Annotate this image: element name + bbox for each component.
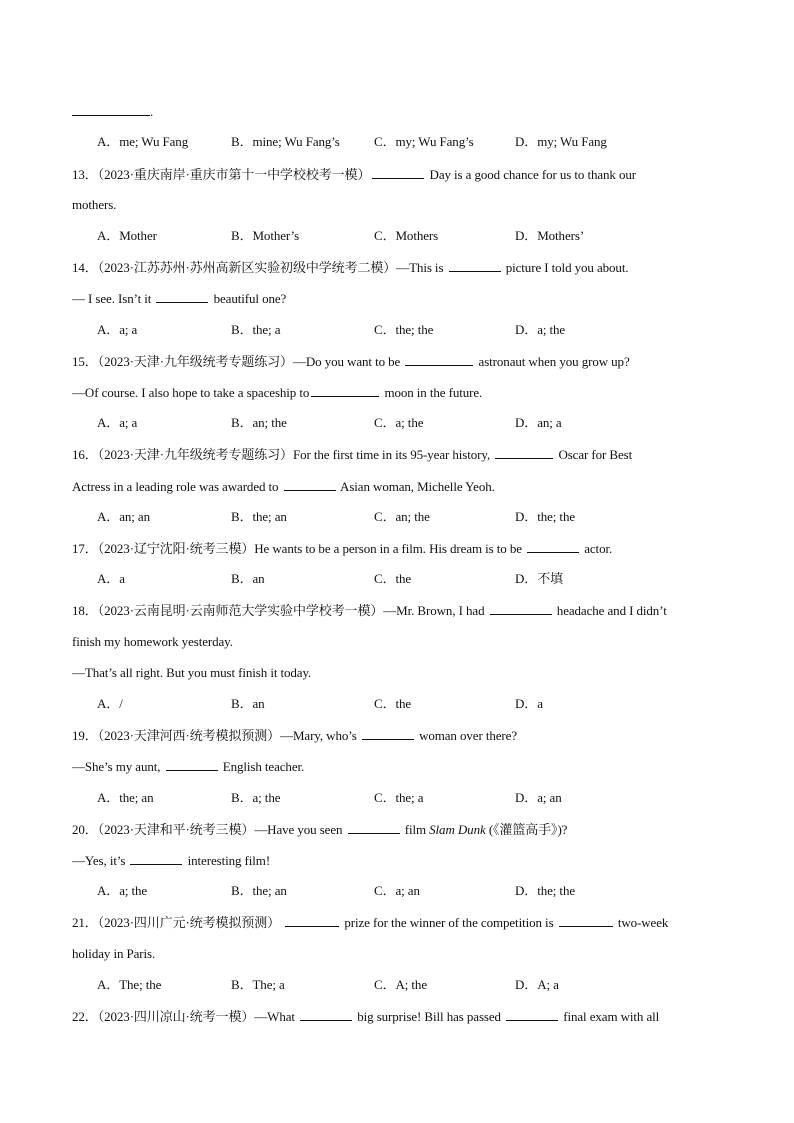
option-b[interactable]: B．the; an [231,509,287,524]
option-a[interactable]: A．the; an [97,790,154,805]
answer-blank[interactable] [527,540,579,553]
question-text: astronaut when you grow up? [478,354,630,369]
option-a[interactable]: A．an; an [97,509,150,524]
question-text: —Mr. Brown, I had [383,603,485,618]
question-source: （2023·辽宁沈阳·统考三模） [97,541,255,556]
question-13-line2 [72,197,724,213]
question-20-line2 [72,852,724,869]
option-b[interactable]: B．mine; Wu Fang’s [231,134,340,149]
question-text: Actress in a leading role was awarded to [72,479,279,494]
question-text: — I see. Isn’t it [72,291,152,306]
question-source: （2023·天津河西·统考模拟预测） [97,728,281,743]
answer-blank[interactable] [348,821,400,834]
question-text: picture I told you about. [505,260,629,275]
option-c[interactable]: C．an; the [374,509,430,524]
question-text: final exam with all [563,1009,660,1024]
answer-blank[interactable] [405,353,473,366]
answer-blank [72,105,150,116]
answer-blank[interactable] [285,914,339,927]
question-number: 22． [72,1009,98,1024]
question-18-line3 [72,665,724,681]
option-b[interactable]: B．Mother’s [231,228,300,243]
answer-blank[interactable] [506,1008,558,1021]
question-source: （2023·天津和平·统考三模） [97,822,255,837]
question-text: Day is a good chance for us to thank our [429,167,637,182]
question-text: (《灌篮高手》)? [488,822,568,837]
option-c[interactable]: C．the [374,571,412,586]
question-text: big surprise! Bill has passed [357,1009,501,1024]
option-b[interactable]: B．an; the [231,415,287,430]
option-d[interactable]: D．a; the [515,322,566,337]
answer-blank[interactable] [311,384,379,397]
option-c[interactable]: C．the; the [374,322,434,337]
question-text: —This is [396,260,444,275]
option-b[interactable]: B．the; a [231,322,281,337]
option-d[interactable]: D．my; Wu Fang [515,134,607,149]
answer-blank[interactable] [559,914,613,927]
period: . [150,104,154,119]
answer-blank[interactable] [372,166,424,179]
question-21 [72,914,724,931]
option-a[interactable]: A．/ [97,696,123,711]
question-number: 13． [72,167,98,182]
question-17 [72,540,724,557]
question-14-line2 [72,290,724,307]
question-text: holiday in Paris. [72,946,156,961]
question-number: 15． [72,354,98,369]
question-source: （2023·重庆南岸·重庆市第十一中学校校考一模） [97,167,371,182]
option-d[interactable]: D．a; an [515,790,562,805]
question-text: —Have you seen [254,822,343,837]
option-c[interactable]: C．Mothers [374,228,439,243]
question-number: 21． [72,915,98,930]
question-number: 14． [72,260,98,275]
answer-blank[interactable] [166,758,218,771]
film-title: Slam Dunk [429,822,486,837]
question-source: （2023·天津·九年级统考专题练习） [97,447,293,462]
question-text: —That’s all right. But you must finish it today. [72,665,312,680]
question-text: Oscar for Best [558,447,633,462]
question-text: finish my homework yesterday. [72,634,233,649]
option-d[interactable]: D．不填 [515,571,563,586]
option-b[interactable]: B．an [231,696,265,711]
continued-answer-line [72,104,724,120]
question-source: （2023·四川凉山·统考一模） [97,1009,255,1024]
question-16 [72,446,724,463]
question-22 [72,1008,724,1025]
question-source: （2023·天津·九年级统考专题练习） [97,354,293,369]
option-a[interactable]: A．The; the [97,977,162,992]
question-text: actor. [584,541,613,556]
question-21-line2 [72,946,724,962]
question-number: 17． [72,541,98,556]
option-c[interactable]: C．the [374,696,412,711]
answer-blank[interactable] [300,1008,352,1021]
question-text: interesting film! [187,853,271,868]
question-text: two-week [617,915,669,930]
question-text: —Do you want to be [292,354,401,369]
question-text: beautiful one? [213,291,287,306]
option-c[interactable]: C．a; the [374,415,424,430]
question-text: For the first time in its 95-year history, [292,447,491,462]
option-c[interactable]: C．the; a [374,790,424,805]
question-text: headache and I didn’t [556,603,667,618]
question-13 [72,166,724,183]
option-a[interactable]: A．a [97,571,125,586]
answer-blank[interactable] [156,290,208,303]
option-d[interactable]: D．A; a [515,977,559,992]
question-15-line2 [72,384,724,401]
question-text: —She’s my aunt, [72,759,161,774]
question-18 [72,602,724,619]
question-text: Asian woman, Michelle Yeoh. [340,479,495,494]
question-20 [72,821,724,838]
option-b[interactable]: B．an [231,571,265,586]
option-c[interactable]: C．my; Wu Fang’s [374,134,474,149]
question-text: woman over there? [419,728,517,743]
question-number: 16． [72,447,98,462]
question-19 [72,727,724,744]
option-d[interactable]: D．a [515,696,543,711]
question-number: 18． [72,603,98,618]
question-text: moon in the future. [384,385,483,400]
answer-blank[interactable] [362,727,414,740]
question-15 [72,353,724,370]
answer-blank[interactable] [495,446,553,459]
option-c[interactable]: C．a; an [374,883,420,898]
answer-blank[interactable] [130,852,182,865]
question-text: He wants to be a person in a film. His dream is to be [254,541,522,556]
question-text: —Mary, who’s [280,728,357,743]
question-14 [72,259,724,276]
question-text: prize for the winner of the competition is [344,915,554,930]
question-text: mothers. [72,197,117,212]
answer-blank[interactable] [284,478,336,491]
question-16-line2 [72,478,724,495]
question-18-line2 [72,634,724,650]
question-number: 20． [72,822,98,837]
option-b[interactable]: B．the; an [231,883,287,898]
option-a[interactable]: A．Mother [97,228,157,243]
question-text: —What [254,1009,295,1024]
option-b[interactable]: B．The; a [231,977,285,992]
question-text: English teacher. [222,759,305,774]
option-d[interactable]: D．the; the [515,883,576,898]
option-a[interactable]: A．me; Wu Fang [97,134,189,149]
option-a[interactable]: A．a; a [97,415,138,430]
option-a[interactable]: A．a; the [97,883,148,898]
question-text: —Of course. I also hope to take a spaceship to [72,385,310,400]
option-b[interactable]: B．a; the [231,790,281,805]
option-d[interactable]: D．an; a [515,415,562,430]
option-c[interactable]: C．A; the [374,977,428,992]
answer-blank[interactable] [449,259,501,272]
option-d[interactable]: D．Mothers’ [515,228,585,243]
question-source: （2023·江苏苏州·苏州高新区实验初级中学统考二模） [97,260,397,275]
option-a[interactable]: A．a; a [97,322,138,337]
question-text: —Yes, it’s [72,853,126,868]
answer-blank[interactable] [490,602,552,615]
question-source: （2023·四川广元·统考模拟预测） [97,915,281,930]
question-source: （2023·云南昆明·云南师范大学实验中学校考一模） [97,603,384,618]
question-19-line2 [72,758,724,775]
option-d[interactable]: D．the; the [515,509,576,524]
question-number: 19． [72,728,98,743]
question-text: film [404,822,426,837]
